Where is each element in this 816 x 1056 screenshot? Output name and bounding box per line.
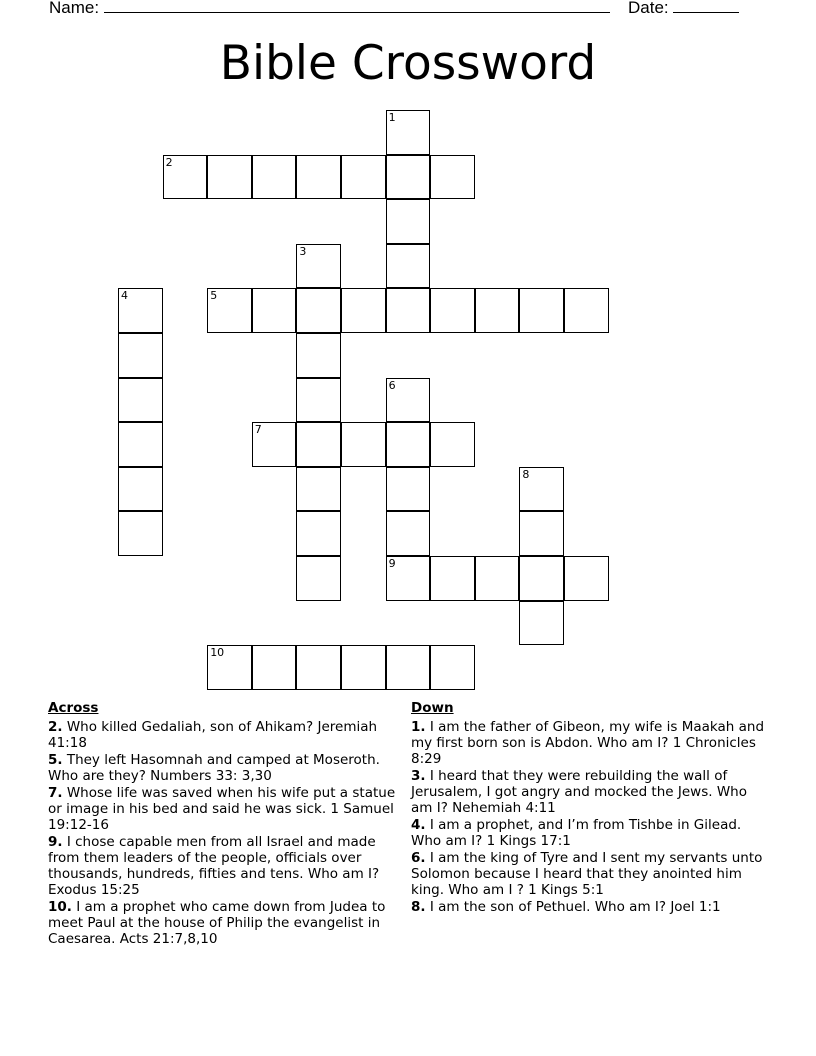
clue-number: 3 bbox=[299, 244, 307, 258]
grid-cell[interactable] bbox=[118, 422, 163, 467]
grid-cell[interactable] bbox=[296, 645, 341, 690]
clue-number: 2 bbox=[165, 155, 173, 169]
clue-number: 8 bbox=[522, 467, 530, 481]
grid-cell[interactable] bbox=[386, 511, 431, 556]
grid-cell[interactable] bbox=[386, 155, 431, 200]
clue-item-text: I am a prophet who came down from Judea to meet Paul at the house of Philip the evangelist in Caesarea. Acts 21:7,8,10 bbox=[48, 899, 386, 947]
grid-cell[interactable] bbox=[519, 601, 564, 646]
clue-item-number: 9. bbox=[48, 834, 63, 850]
clue-item-number: 7. bbox=[48, 785, 63, 801]
clue-item-number: 5. bbox=[48, 752, 63, 768]
clue-item bbox=[48, 752, 398, 784]
grid-cell[interactable] bbox=[519, 556, 564, 601]
grid-cell[interactable] bbox=[207, 155, 252, 200]
across-heading: Across bbox=[48, 700, 99, 716]
clue-number: 6 bbox=[388, 378, 396, 392]
grid-cell[interactable] bbox=[475, 556, 520, 601]
clue-number: 9 bbox=[388, 557, 396, 570]
clue-item bbox=[48, 719, 398, 751]
grid-cell[interactable] bbox=[430, 422, 475, 467]
clue-item-text: Who killed Gedaliah, son of Ahikam? Jeremiah 41:18 bbox=[48, 719, 378, 751]
down-clues bbox=[411, 700, 766, 916]
clue-item bbox=[411, 768, 766, 816]
clue-item bbox=[411, 817, 766, 849]
grid-cell[interactable] bbox=[341, 155, 386, 200]
clue-number: 1 bbox=[388, 111, 396, 124]
grid-cell[interactable] bbox=[386, 556, 431, 601]
date-line[interactable] bbox=[673, 0, 739, 13]
clue-item-text: I am the son of Pethuel. Who am I? Joel 1:1 bbox=[425, 899, 721, 915]
clue-item-number: 3. bbox=[411, 768, 426, 784]
clue-item-text: I chose capable men from all Israel and made from them leaders of the people, officials over thousands, hundreds, fifties and tens. Who am I? Exodus 15:25 bbox=[48, 834, 380, 898]
grid-cell[interactable] bbox=[430, 556, 475, 601]
grid-cell[interactable] bbox=[296, 467, 341, 512]
grid-cell[interactable] bbox=[118, 511, 163, 556]
grid-cell[interactable] bbox=[296, 422, 341, 467]
grid-cell[interactable] bbox=[386, 645, 431, 690]
clue-item-number: 10. bbox=[48, 899, 72, 915]
grid-cell[interactable] bbox=[296, 556, 341, 601]
grid-cell[interactable] bbox=[564, 556, 609, 601]
grid-cell[interactable] bbox=[564, 288, 609, 333]
clue-item-number: 2. bbox=[48, 719, 63, 735]
name-field[interactable] bbox=[49, 0, 610, 18]
clue-number: 7 bbox=[254, 423, 262, 437]
grid-cell[interactable] bbox=[386, 467, 431, 512]
grid-cell[interactable] bbox=[341, 645, 386, 690]
grid-cell[interactable] bbox=[207, 288, 252, 333]
grid-cell[interactable] bbox=[386, 110, 431, 155]
clue-item-text: Whose life was saved when his wife put a statue or image in his bed and said he was sick. 1 Samuel 19:12-16 bbox=[48, 785, 396, 833]
clue-item-text: I am a prophet, and I’m from Tishbe in Gilead. Who am I? 1 Kings 17:1 bbox=[411, 817, 742, 849]
grid-cell[interactable] bbox=[252, 155, 297, 200]
grid-cell[interactable] bbox=[519, 288, 564, 333]
grid-cell[interactable] bbox=[386, 288, 431, 333]
clue-item-text: They left Hasomnah and camped at Moseroth. Who are they? Numbers 33: 3,30 bbox=[48, 752, 380, 784]
clue-number: 10 bbox=[210, 646, 225, 660]
name-line[interactable] bbox=[104, 0, 610, 13]
clue-number: 4 bbox=[121, 289, 128, 303]
grid-cell[interactable] bbox=[296, 288, 341, 333]
grid-cell[interactable] bbox=[296, 333, 341, 378]
grid-cell[interactable] bbox=[519, 467, 564, 512]
across-clues bbox=[48, 700, 398, 948]
grid-cell[interactable] bbox=[296, 511, 341, 556]
grid-cell[interactable] bbox=[118, 467, 163, 512]
clue-item-text: I am the father of Gibeon, my wife is Maakah and my first born son is Abdon. Who am I? 1 Chronicles 8:29 bbox=[411, 719, 765, 767]
grid-cell[interactable] bbox=[430, 288, 475, 333]
grid-cell[interactable] bbox=[118, 378, 163, 423]
clue-item-number: 8. bbox=[411, 899, 426, 915]
grid-cell[interactable] bbox=[252, 645, 297, 690]
clue-item bbox=[411, 719, 766, 767]
clue-item bbox=[411, 850, 766, 898]
clue-item-text: I am the king of Tyre and I sent my servants unto Solomon because I heard that they anointed him king. Who am I ? 1 Kings 5:1 bbox=[411, 850, 763, 898]
grid-cell[interactable] bbox=[430, 645, 475, 690]
grid-cell[interactable] bbox=[386, 199, 431, 244]
grid-cell[interactable] bbox=[475, 288, 520, 333]
clue-number: 5 bbox=[210, 289, 218, 303]
clue-item-number: 1. bbox=[411, 719, 426, 735]
date-field[interactable] bbox=[628, 0, 739, 18]
down-heading: Down bbox=[411, 700, 454, 716]
clue-item bbox=[48, 785, 398, 833]
grid-cell[interactable] bbox=[296, 378, 341, 423]
clue-item bbox=[48, 834, 398, 898]
clue-item bbox=[48, 899, 398, 947]
grid-cell[interactable] bbox=[430, 155, 475, 200]
grid-cell[interactable] bbox=[252, 422, 297, 467]
grid-cell[interactable] bbox=[163, 155, 208, 200]
grid-cell[interactable] bbox=[519, 511, 564, 556]
clue-item-number: 4. bbox=[411, 817, 426, 833]
page-title: Bible Crossword bbox=[219, 36, 597, 91]
grid-cell[interactable] bbox=[341, 422, 386, 467]
grid-cell[interactable] bbox=[386, 244, 431, 289]
name-label: Name: bbox=[49, 0, 100, 17]
grid-cell[interactable] bbox=[207, 645, 252, 690]
clue-item-number: 6. bbox=[411, 850, 426, 866]
grid-cell[interactable] bbox=[386, 422, 431, 467]
grid-cell[interactable] bbox=[296, 155, 341, 200]
grid-cell[interactable] bbox=[386, 378, 431, 423]
grid-cell[interactable] bbox=[118, 288, 163, 333]
date-label: Date: bbox=[628, 0, 669, 17]
clue-item-text: I heard that they were rebuilding the wall of Jerusalem, I got angry and mocked the Jews. Who am I? Nehemiah 4:11 bbox=[411, 768, 747, 816]
grid-cell[interactable] bbox=[296, 244, 341, 289]
clue-item bbox=[411, 899, 766, 915]
grid-cell[interactable] bbox=[118, 333, 163, 378]
grid-cell[interactable] bbox=[252, 288, 297, 333]
grid-cell[interactable] bbox=[341, 288, 386, 333]
